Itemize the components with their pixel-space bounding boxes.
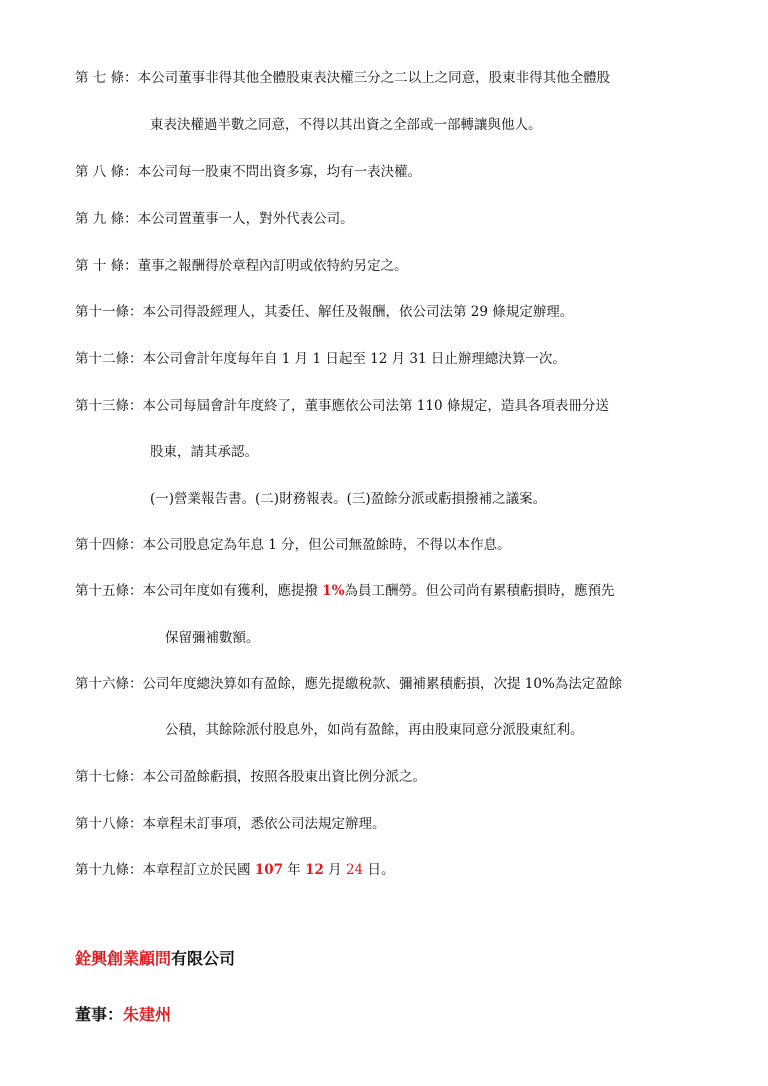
article-text: 本公司每一股東不問出資多寡，均有一表決權。 [137, 164, 422, 180]
article-7-line-1 [75, 68, 610, 88]
article-text: 本公司年度如有獲利，應提撥 [142, 583, 323, 599]
article-text: 本公司盈餘虧損，按照各股東出資比例分派之。 [142, 769, 426, 785]
article-13-items: (一)營業報告書。(二)財務報表。(三)盈餘分派或虧損撥補之議案。 [150, 491, 547, 507]
separator: ： [124, 164, 138, 180]
article-text: 本公司會計年度每年自 1 月 1 日起至 12 月 31 日止辦理總決算一次。 [142, 351, 566, 367]
company-suffix: 有限公司 [171, 949, 236, 968]
article-18 [75, 814, 386, 834]
separator: ： [124, 70, 138, 86]
bonus-percent: 1% [322, 583, 345, 599]
article-text: 本章程未訂事項，悉依公司法規定辦理。 [142, 816, 386, 832]
article-label: 第 七 條 [75, 70, 125, 86]
separator: ： [129, 351, 143, 367]
article-17 [75, 767, 426, 787]
article-label: 第十七條 [75, 769, 129, 785]
date-month: 12 [305, 862, 324, 878]
article-text: 公司年度總決算如有盈餘，應先提繳稅款、彌補累積虧損，次提 10%為法定盈餘 [142, 676, 623, 692]
article-14 [75, 535, 511, 555]
separator: ： [129, 583, 143, 599]
article-label: 第十五條 [75, 583, 129, 599]
separator: ： [129, 304, 143, 320]
article-text: 為員工酬勞。但公司尚有累積虧損時，應預先 [344, 583, 615, 599]
article-15-line-2: 保留彌補數額。 [165, 630, 260, 646]
article-text: 本公司股息定為年息 1 分，但公司無盈餘時，不得以本作息。 [142, 537, 511, 553]
article-7-line-2: 東表決權過半數之同意，不得以其出資之全部或一部轉讓與他人。 [150, 117, 542, 133]
article-text: 董事之報酬得於章程內訂明或依特約另定之。 [137, 258, 408, 274]
day-unit: 日。 [363, 862, 395, 878]
article-9 [75, 209, 354, 229]
article-label: 第 九 條 [75, 211, 125, 227]
separator: ： [129, 862, 143, 878]
article-label: 第 八 條 [75, 164, 125, 180]
article-11 [75, 302, 573, 322]
article-16-line-2: 公積，其餘除派付股息外，如尚有盈餘，再由股東同意分派股東紅利。 [165, 722, 584, 738]
director-signature [75, 1002, 171, 1025]
article-15-line-1 [75, 581, 615, 601]
article-label: 第十一條 [75, 304, 129, 320]
article-13-line-1 [75, 396, 609, 416]
month-unit: 月 [323, 862, 346, 878]
separator: ： [129, 816, 143, 832]
article-label: 第十二條 [75, 351, 129, 367]
separator: ： [129, 769, 143, 785]
article-label: 第十九條 [75, 862, 129, 878]
article-text: 本章程訂立於民國 [142, 862, 255, 878]
separator: ： [129, 398, 143, 414]
article-16-line-1 [75, 674, 622, 694]
date-day: 24 [345, 862, 364, 878]
article-label: 第十三條 [75, 398, 129, 414]
separator: ： [124, 258, 138, 274]
article-label: 第十六條 [75, 676, 129, 692]
separator: ： [129, 537, 143, 553]
article-text: 本公司得設經理人，其委任、解任及報酬，依公司法第 29 條規定辦理。 [142, 304, 574, 320]
article-text: 本公司董事非得其他全體股東表決權三分之二以上之同意，股東非得其他全體股 [137, 70, 611, 86]
article-8 [75, 162, 421, 182]
company-name: 銓興創業顧問 [75, 949, 172, 968]
date-year: 107 [254, 862, 283, 878]
article-text: 本公司每屆會計年度終了，董事應依公司法第 110 條規定，造具各項表冊分送 [142, 398, 609, 414]
article-label: 第 十 條 [75, 258, 125, 274]
year-unit: 年 [282, 862, 306, 878]
article-label: 第十八條 [75, 816, 129, 832]
company-signature [75, 946, 235, 969]
separator: ： [129, 676, 143, 692]
article-13-line-2: 股東，請其承認。 [150, 444, 258, 460]
article-label: 第十四條 [75, 537, 129, 553]
separator: ： [124, 211, 138, 227]
article-19 [75, 860, 394, 880]
article-text: 本公司置董事一人，對外代表公司。 [137, 211, 354, 227]
director-name: 朱建州 [123, 1005, 172, 1024]
director-label: 董事： [75, 1005, 124, 1024]
article-12 [75, 349, 566, 369]
article-10 [75, 256, 408, 276]
